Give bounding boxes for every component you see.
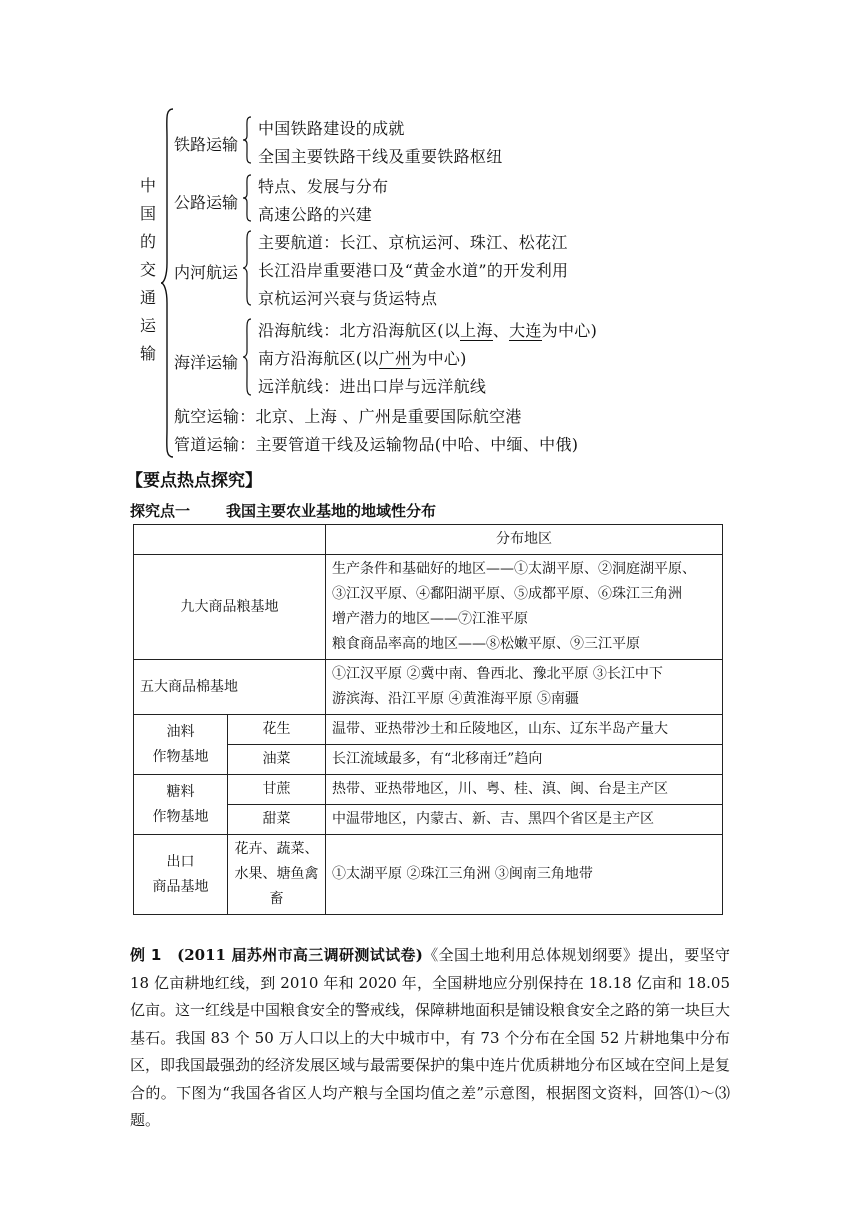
grain-base-name: 九大商品粮基地 xyxy=(134,555,326,660)
subsection-title: 我国主要农业基地的地域性分布 xyxy=(226,502,437,520)
sub-brace xyxy=(242,318,252,396)
export-area: ①太湖平原 ②珠江三角洲 ③闽南三角地带 xyxy=(326,835,723,915)
sub-brace xyxy=(242,230,252,306)
root-title-char: 运 xyxy=(140,316,157,335)
category-pipeline-line: 管道运输：主要管道干线及运输物品(中哈、中缅、中俄) xyxy=(174,435,579,454)
rail-item: 中国铁路建设的成就 xyxy=(258,119,405,138)
category-road: 公路运输 xyxy=(174,193,239,212)
subsection-label: 探究点一 xyxy=(130,502,191,520)
crop-area: 长江流域最多，有“北移南迁”趋向 xyxy=(326,745,723,775)
grain-line: 粮食商品率高的地区——⑧松嫩平原、⑨三江平原 xyxy=(332,636,640,652)
main-brace xyxy=(160,108,174,458)
cotton-line: ①江汉平原 ②冀中南、鲁西北、豫北平原 ③长江中下 xyxy=(332,666,663,682)
example-label: 例 1 xyxy=(130,946,162,964)
cotton-base-name: 五大商品棉基地 xyxy=(134,660,326,715)
sugar-base-name: 糖料 作物基地 xyxy=(134,775,228,835)
grain-line: 生产条件和基础好的地区——①太湖平原、②洞庭湖平原、 xyxy=(332,561,696,577)
example-source: (2011 届苏州市高三调研测试试卷) xyxy=(177,946,423,964)
crop-name: 油菜 xyxy=(228,745,326,775)
crop-name: 花生 xyxy=(228,715,326,745)
root-title-char: 交 xyxy=(140,260,157,279)
oil-base-name: 油料 作物基地 xyxy=(134,715,228,775)
root-title-char: 的 xyxy=(140,232,157,251)
category-air-line: 航空运输：北京、上海 、广州是重要国际航空港 xyxy=(174,407,522,426)
inland-item: 长江沿岸重要港口及“黄金水道”的开发利用 xyxy=(258,261,569,280)
category-ocean: 海洋运输 xyxy=(174,353,239,372)
transport-outline-diagram xyxy=(130,100,610,465)
category-rail: 铁路运输 xyxy=(174,135,239,154)
subsection-heading xyxy=(130,500,436,521)
cotton-line: 游滨海、沿江平原 ④黄淮海平原 ⑤南疆 xyxy=(332,691,579,707)
table-header-row xyxy=(134,525,723,555)
table-row xyxy=(134,775,723,805)
table-row xyxy=(134,715,723,745)
export-base-name: 出口 商品基地 xyxy=(134,835,228,915)
grain-line: ③江汉平原、④鄱阳湖平原、⑤成都平原、⑥珠江三角洲 xyxy=(332,586,682,602)
root-title-char: 通 xyxy=(140,288,157,307)
example-paragraph xyxy=(130,942,730,1135)
example-text: 《全国土地利用总体规划纲要》提出，要坚守 18 亿亩耕地红线，到 2010 年和 2020 年，全国耕地应分别保持在 18.18 亿亩和 18.05 亿亩。这一红线是中国粮食安全的警戒线，保障耕地面积是铺设粮食安全之路的第一块巨大基石。我国 83 个 50 万人口以上的大中城市中，有 73 个分布在全国 52 片耕地集中分布区，即我国最强劲的经济发展区域与最需要保护的集中连片优质耕地分布区域在空间上是复合的。下图为“我国各省区人均产粮与全国均值之差”示意图，根据图文资料，回答⑴～⑶题。 xyxy=(130,946,731,1129)
road-item: 特点、发展与分布 xyxy=(258,177,389,196)
road-item: 高速公路的兴建 xyxy=(258,205,373,224)
rail-item: 全国主要铁路干线及重要铁路枢纽 xyxy=(258,147,503,166)
section-title: 【要点热点探究】 xyxy=(126,471,262,491)
crop-area: 温带、亚热带沙土和丘陵地区，山东、辽东半岛产量大 xyxy=(326,715,723,745)
ocean-item: 远洋航线：进出口岸与远洋航线 xyxy=(258,377,487,396)
sub-brace xyxy=(242,174,252,222)
export-crop: 花卉、蔬菜、 水果、塘鱼禽 畜 xyxy=(228,835,326,915)
category-inland-waterway: 内河航运 xyxy=(174,263,239,282)
agriculture-base-table xyxy=(133,524,723,915)
crop-name: 甜菜 xyxy=(228,805,326,835)
root-title-char: 国 xyxy=(140,204,157,223)
inland-item: 主要航道：长江、京杭运河、珠江、松花江 xyxy=(258,233,568,252)
table-row xyxy=(134,835,723,915)
cotton-base-areas xyxy=(326,660,723,715)
grain-base-areas xyxy=(326,555,723,660)
table-header-blank xyxy=(134,525,326,555)
root-title-char: 中 xyxy=(140,176,157,195)
crop-area: 热带、亚热带地区，川、粤、桂、滇、闽、台是主产区 xyxy=(326,775,723,805)
table-row xyxy=(134,555,723,660)
grain-line: 增产潜力的地区——⑦江淮平原 xyxy=(332,611,528,627)
inland-item: 京杭运河兴衰与货运特点 xyxy=(258,289,438,308)
table-row xyxy=(134,660,723,715)
ocean-item-southern: 南方沿海航区(以广州为中心) xyxy=(258,349,467,368)
crop-name: 甘蔗 xyxy=(228,775,326,805)
sub-brace xyxy=(242,116,252,164)
table-header-cell: 分布地区 xyxy=(326,525,723,555)
crop-area: 中温带地区，内蒙古、新、吉、黑四个省区是主产区 xyxy=(326,805,723,835)
root-title-char: 输 xyxy=(140,344,157,363)
ocean-item-northern: 沿海航线：北方沿海航区(以上海、大连为中心) xyxy=(258,321,598,340)
